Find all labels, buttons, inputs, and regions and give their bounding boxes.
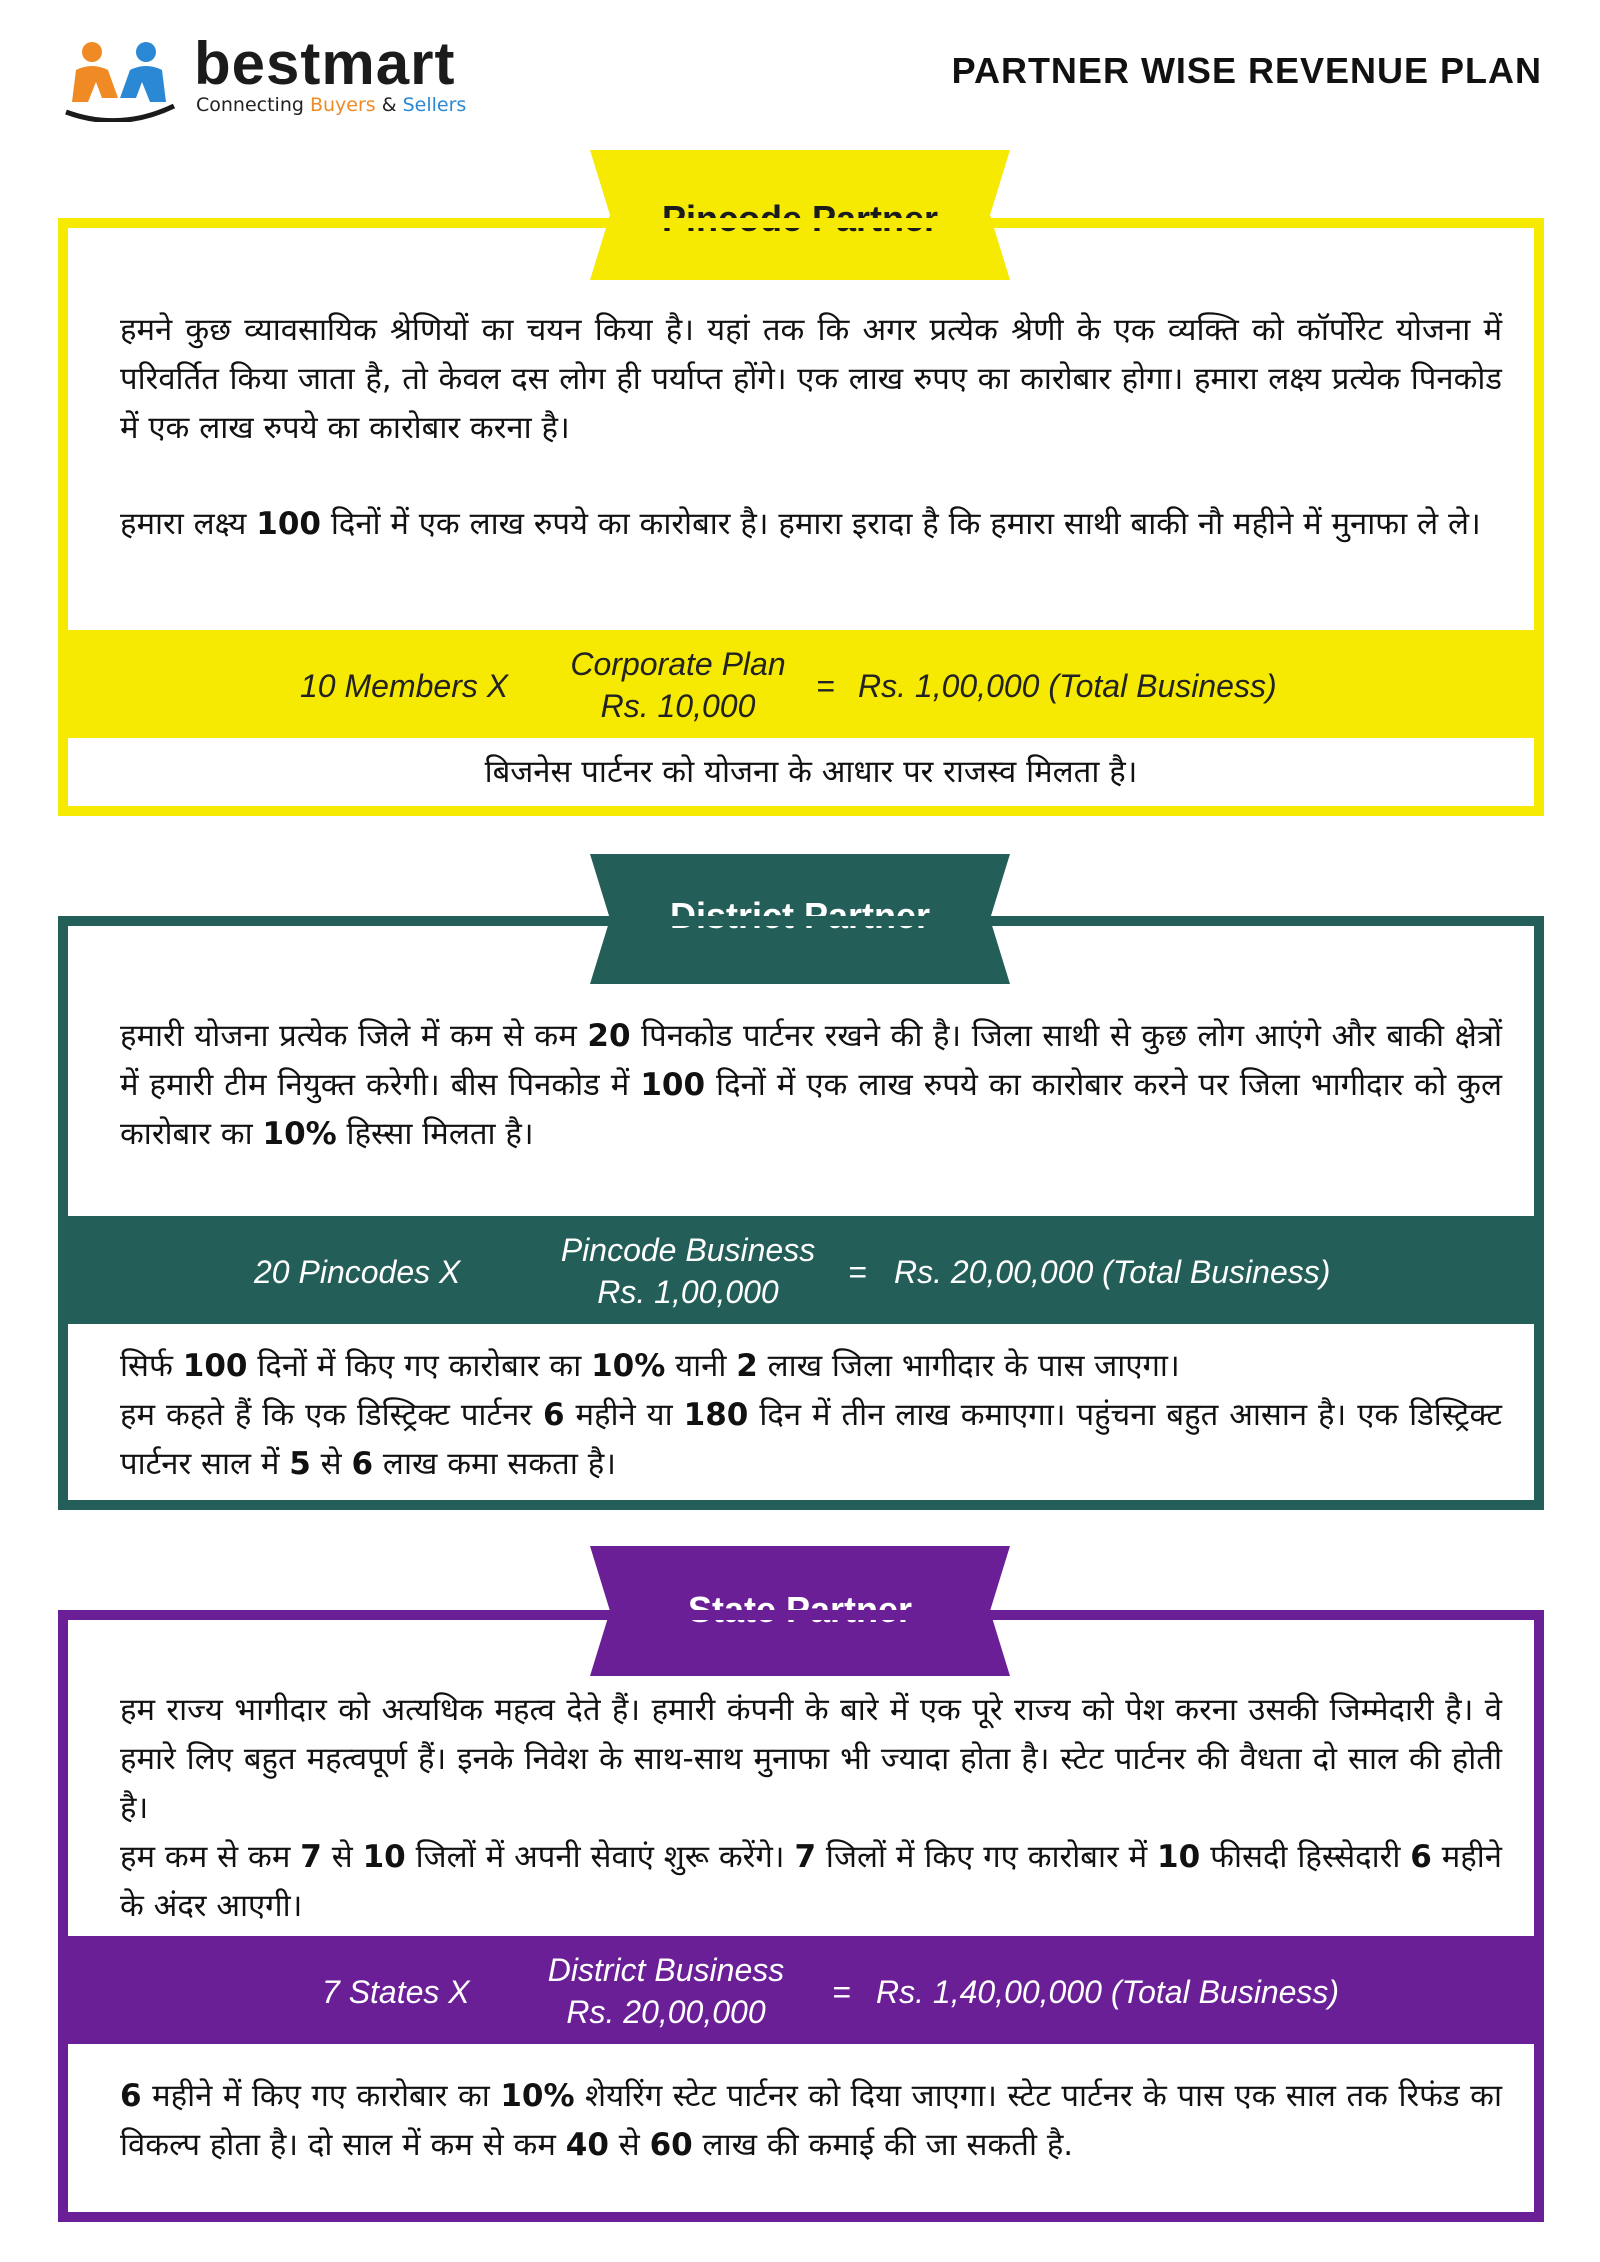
calc-multiplier: 10 Members X: [300, 668, 509, 704]
handshake-people-icon: [62, 40, 178, 122]
district-paragraph: हमारी योजना प्रत्येक जिले में कम से कम 20 पिनकोड पार्टनर रखने की है। जिला साथी से कुछ लोग आएंगे और बाकी क्षेत्रों में हमारी टीम नियुक्त करेगी। बीस पिनकोड में 100 दिनों में एक लाख रुपये का कारोबार करने पर जिला भागीदार को कुल कारोबार का 10% हिस्सा मिलता है।: [120, 1018, 1502, 1152]
calc-equals: =: [816, 668, 835, 704]
pincode-partner-title: Pincode Partner: [661, 198, 939, 239]
calc-total-business: Rs. 20,00,000 (Total Business): [894, 1254, 1331, 1290]
brand-name: bestmart: [194, 30, 456, 97]
calc-total-business: Rs. 1,00,000 (Total Business): [858, 668, 1277, 704]
calc-multiplier: 7 States X: [322, 1974, 470, 2010]
calc-plan-value: Rs. 20,00,000: [566, 1994, 766, 2030]
pincode-paragraph-2: हमारा लक्ष्य 100 दिनों में एक लाख रुपये का कारोबार है। हमारा इरादा है कि हमारा साथी बाकी नौ महीने में मुनाफा ले ले।: [120, 506, 1481, 542]
district-calculation-band: [68, 1216, 1534, 1324]
calc-plan-value: Rs. 10,000: [600, 688, 756, 724]
state-calculation-band: [68, 1936, 1534, 2044]
brand-tagline: Connecting Buyers & Sellers: [196, 94, 467, 116]
district-partner-title: District Partner: [669, 895, 931, 936]
calc-plan-title: District Business: [547, 1952, 785, 1988]
state-partner-section: [58, 1610, 1544, 2222]
calc-equals: =: [832, 1974, 851, 2010]
calc-equals: =: [848, 1254, 867, 1290]
calc-plan-title: Corporate Plan: [570, 646, 786, 682]
pincode-paragraph-1: हमने कुछ व्यावसायिक श्रेणियों का चयन किया है। यहां तक कि अगर प्रत्येक श्रेणी के एक व्यक्ति को कॉर्पोरेट योजना में परिवर्तित किया जाता है, तो केवल दस लोग ही पर्याप्त होंगे। एक लाख रुपए का कारोबार होगा। हमारा लक्ष्य प्रत्येक पिनकोड में एक लाख रुपये का कारोबार करना है।: [120, 312, 1502, 446]
district-partner-section: [58, 916, 1544, 1510]
pincode-note: बिजनेस पार्टनर को योजना के आधार पर राजस्व मिलता है।: [484, 754, 1138, 790]
calc-multiplier: 20 Pincodes X: [254, 1254, 461, 1290]
district-note: सिर्फ 100 दिनों में किए गए कारोबार का 10% यानी 2 लाख जिला भागीदार के पास जाएगा। हम कहते हैं कि एक डिस्ट्रिक्ट पार्टनर 6 महीने या 180 दिन में तीन लाख कमाएगा। पहुंचना बहुत आसान है। एक डिस्ट्रिक्ट पार्टनर साल में 5 से 6 लाख कमा सकता है।: [120, 1348, 1502, 1482]
calc-total-business: Rs. 1,40,00,000 (Total Business): [876, 1974, 1340, 2010]
calc-plan-title: Pincode Business: [560, 1232, 816, 1268]
state-paragraph: हम राज्य भागीदार को अत्यधिक महत्व देते हैं। हमारी कंपनी के बारे में एक पूरे राज्य को पेश करना उसकी जिम्मेदारी है। वे हमारे लिए बहुत महत्वपूर्ण हैं। इनके निवेश के साथ-साथ मुनाफा भी ज्यादा होता है। स्टेट पार्टनर की वैधता दो साल की होती है। हम कम से कम 7 से 10 जिलों में अपनी सेवाएं शुरू करेंगे। 7 जिलों में किए गए कारोबार में 10 फीसदी हिस्सेदारी 6 महीने के अंदर आएगी।: [120, 1692, 1502, 1924]
page-title: PARTNER WISE REVENUE PLAN: [951, 50, 1542, 91]
state-partner-title: State Partner: [687, 1589, 913, 1630]
state-note: 6 महीने में किए गए कारोबार का 10% शेयरिंग स्टेट पार्टनर को दिया जाएगा। स्टेट पार्टनर के पास एक साल तक रिफंड का विकल्प होता है। दो साल में कम से कम 40 से 60 लाख की कमाई की जा सकती है.: [120, 2078, 1502, 2163]
pincode-calculation-band: [68, 630, 1534, 738]
brand-logo: [62, 30, 512, 128]
calc-plan-value: Rs. 1,00,000: [597, 1274, 779, 1310]
pincode-partner-section: [58, 218, 1544, 816]
